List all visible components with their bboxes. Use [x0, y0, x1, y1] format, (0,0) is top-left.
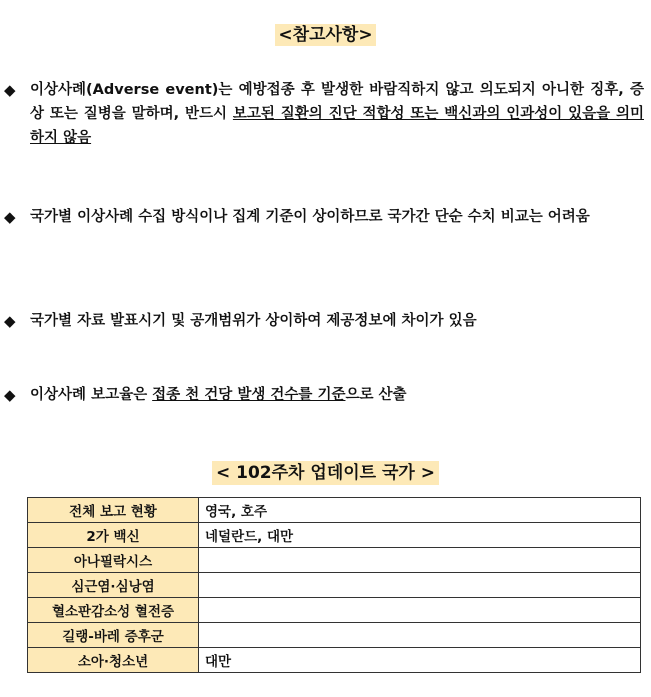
- country-cell: [199, 598, 641, 623]
- note-item: [4, 205, 644, 229]
- note-text: [30, 205, 644, 229]
- note-text: [30, 383, 644, 407]
- diamond-bullet-icon: ◆: [4, 312, 16, 330]
- table-row: [28, 623, 641, 648]
- category-cell: 길랭-바레 증후군: [28, 623, 199, 648]
- note-item: [4, 78, 644, 150]
- table-row: [28, 523, 641, 548]
- note-text-part: 으로 산출: [345, 387, 407, 403]
- table-row: [28, 598, 641, 623]
- category-cell: 심근염·심낭염: [28, 573, 199, 598]
- country-cell: 대만: [199, 648, 641, 673]
- table-row: [28, 648, 641, 673]
- note-text-underlined: 접종 천 건당 발생 건수를 기준: [152, 387, 346, 403]
- update-title: [0, 458, 651, 483]
- diamond-bullet-icon: ◆: [4, 386, 16, 404]
- country-cell: [199, 623, 641, 648]
- update-country-table: [27, 497, 641, 673]
- diamond-bullet-icon: ◆: [4, 81, 16, 99]
- page-title: [0, 20, 651, 45]
- table-row: [28, 498, 641, 523]
- category-cell: 소아·청소년: [28, 648, 199, 673]
- country-cell: 네덜란드, 대만: [199, 523, 641, 548]
- country-cell: 영국, 호주: [199, 498, 641, 523]
- note-text: [30, 309, 644, 333]
- note-text: [30, 78, 644, 150]
- table-row: [28, 573, 641, 598]
- note-text-part: 이상사례(Adverse event)는 예방접종 후 발생한 바람직하지 않고 의도되지 아니한 징후, 증상 또는 질병을 말하며, 반드시: [30, 82, 644, 122]
- country-cell: [199, 548, 641, 573]
- note-text-part: 이상사례 보고율은: [30, 387, 153, 403]
- note-item: [4, 309, 644, 333]
- note-text-part: 국가별 이상사례 수집 방식이나 집계 기준이 상이하므로 국가간 단순 수치 비교는 어려움: [30, 209, 590, 225]
- note-item: [4, 383, 644, 407]
- update-title-label: < 102주차 업데이트 국가 >: [212, 461, 439, 485]
- heading-label: <참고사항>: [275, 24, 375, 46]
- table-row: [28, 548, 641, 573]
- category-cell: 아나필락시스: [28, 548, 199, 573]
- category-cell: 2가 백신: [28, 523, 199, 548]
- note-text-part: 국가별 자료 발표시기 및 공개범위가 상이하여 제공정보에 차이가 있음: [30, 313, 477, 329]
- diamond-bullet-icon: ◆: [4, 208, 16, 226]
- category-cell: 전체 보고 현황: [28, 498, 199, 523]
- country-cell: [199, 573, 641, 598]
- category-cell: 혈소판감소성 혈전증: [28, 598, 199, 623]
- note-text-underlined: 보고된 질환의 진단 적합성 또는 백신과의 인과성이 있음을 의미하지 않음: [30, 106, 644, 146]
